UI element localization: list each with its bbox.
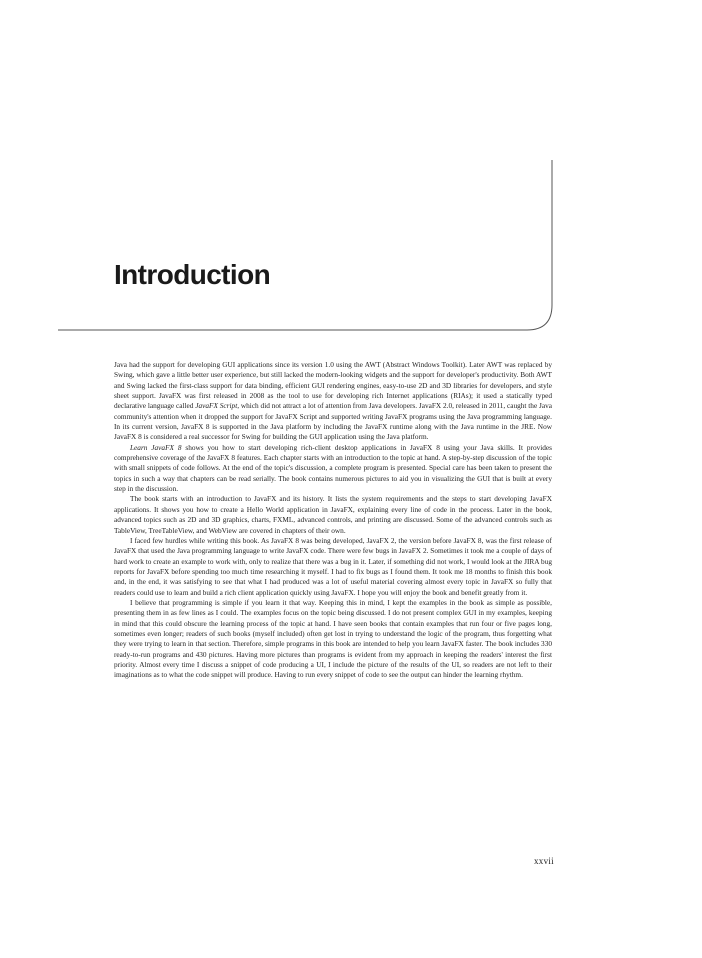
chapter-frame-line bbox=[58, 160, 552, 330]
paragraph-text: , which did not attract a lot of attention from Java developers. JavaFX 2.0, released in 2011, caught the Java community's attention when it dropped the support for JavaFX Script and supported writing JavaFX programs using the Java programming language. In its current version, JavaFX 8 is supported in the Java platform by including the JavaFX runtime along with the Java runtime in the JRE. Now JavaFX 8 is considered a real successor for Swing for building the GUI application using the Java platform. bbox=[114, 401, 552, 442]
paragraph-text: The book starts with an introduction to JavaFX and its history. It lists the system requirements and the steps to start developing JavaFX applications. It shows you how to create a Hello World application in JavaFX, explaining every line of code in the process. Later in the book, advanced topics such as 2D and 3D graphics, charts, FXML, advanced controls, and printing are discussed. Some of the advanced controls such as TableView, TreeTableView, and WebView are covered in chapters of their own. bbox=[114, 494, 552, 535]
body-paragraph bbox=[114, 360, 552, 443]
chapter-title: Introduction bbox=[114, 259, 271, 290]
body-paragraph bbox=[114, 494, 552, 535]
paragraph-text: I believe that programming is simple if you learn it that way. Keeping this in mind, I kept the examples in the book as simple as possible, presenting them in as few lines as I could. The examples focus on the topic being discussed. I do not present complex GUI in my examples, keeping in mind that this could obscure the learning process of the topic at hand. I have seen books that contain examples that run four or five pages long, sometimes even longer; readers of such books (myself included) often get lost in trying to understand the logic of the program, thus forgetting what they were trying to learn in that section. Therefore, simple programs in this book are intended to help you learn JavaFX faster. The book includes 330 ready-to-run programs and 430 pictures. Having more pictures than programs is evident from my approach in keeping the readers' interest the first priority. Almost every time I discuss a snippet of code producing a UI, I include the picture of the results of the UI, so readers are not left to their imaginations as to what the code snippet will produce. Having to run every snippet of code to see the output can hinder the learning rhythm. bbox=[114, 597, 552, 680]
paragraph-text: Java had the support for developing GUI applications since its version 1.0 using the AWT (Abstract Windows Toolkit). Later AWT was replaced by Swing, which gave a little better user experience, but still lacked the modern-looking widgets and the support for developer's productivity. Both AWT and Swing lacked the first-class support for data binding, efficient GUI rendering engines, easy-to-use 2D and 3D libraries for developers, and style sheet support. JavaFX was first released in 2008 as the tool to use for developing rich Internet applications (RIAs); it used a statically typed declarative language called bbox=[114, 360, 552, 411]
chapter-heading-frame bbox=[0, 0, 702, 360]
page-number: xxvii bbox=[533, 856, 554, 866]
chapter-body bbox=[114, 360, 552, 681]
body-paragraph bbox=[114, 536, 552, 598]
body-paragraph bbox=[114, 598, 552, 681]
paragraph-text: shows you how to start developing rich-client desktop applications in JavaFX 8 using your Java skills. It provides comprehensive coverage of the JavaFX 8 features. Each chapter starts with an introduction to the topic at hand. A step-by-step discussion of the topic with small snippets of code follows. At the end of the topic's discussion, a complete program is presented. Special care has been taken to present the topics in such a way that chapters can be read serially. The book contains numerous pictures to aid you in visualizing the GUI that is built at every step in the discussion. bbox=[114, 442, 552, 494]
italic-term: Learn JavaFX 8 bbox=[130, 442, 182, 452]
italic-term: JavaFX Script bbox=[195, 401, 238, 411]
paragraph-text: I faced few hurdles while writing this book. As JavaFX 8 was being developed, JavaFX 2, the version before JavaFX 8, was the first release of JavaFX that used the Java programming language to write JavaFX code. There were few bugs in JavaFX 2. Sometimes it took me a couple of days of hard work to create an example to work with, only to realize that there was a bug in it. Later, if something did not work, I would look at the JIRA bug reports for JavaFX before spending too much time researching it myself. I had to fix bugs as I found them. It took me 18 months to finish this book and, in the end, it was satisfying to see that what I had produced was a lot of useful material covering almost every topic in JavaFX so fully that readers could use to learn and build a rich client application quickly using JavaFX. I hope you will enjoy the book and benefit greatly from it. bbox=[114, 535, 552, 597]
body-paragraph bbox=[114, 443, 552, 495]
